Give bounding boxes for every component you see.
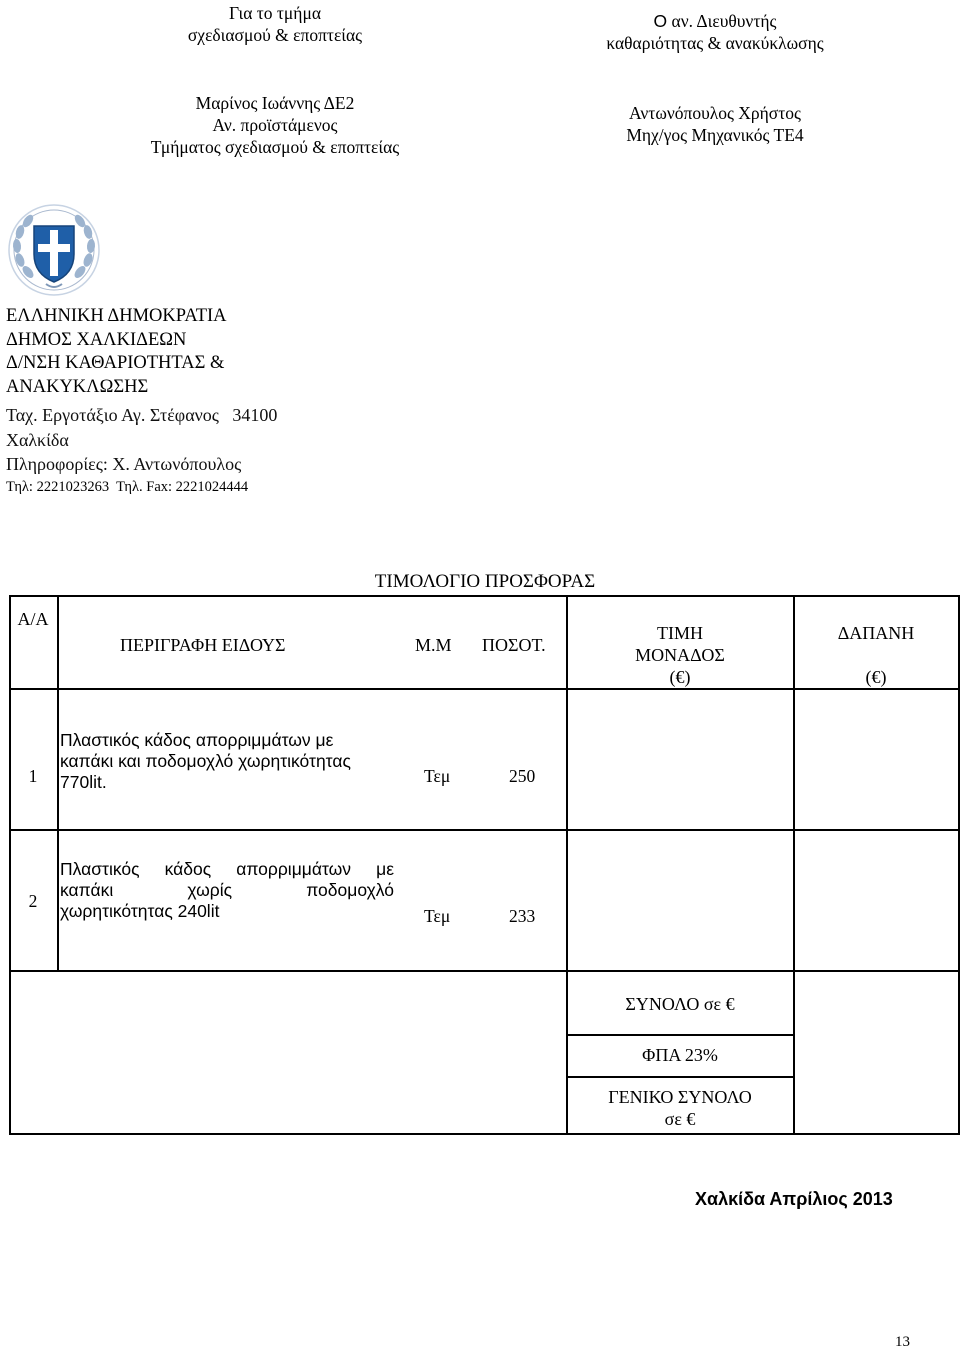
header-unit-price: ΤΙΜΗ ΜΟΝΑΔΟΣ (€) [635,623,725,687]
row-description: Πλαστικός κάδος απορριμμάτων με καπάκι χωρίς ποδομοχλό χωρητικότητας 240lit [60,859,394,921]
header-cost: ΔΑΠΑΝΗ (€) [837,623,915,687]
grand-total-label: ΓΕΝΙΚΟ ΣΥΝΟΛΟ σε € [608,1087,752,1129]
header-unit: Μ.Μ [415,635,452,655]
header-description: ΠΕΡΙΓΡΑΦΗ ΕΙΔΟΥΣ [120,635,286,655]
signature-right-prefix: Ο [653,11,668,31]
signature-right-person: Αντωνόπουλος Χρήστος Μηχ/γος Μηχανικός ΤΕ4 [626,103,804,145]
row-quantity: 250 [509,766,536,786]
address-line: Ταχ. Εργοτάξιο Αγ. Στέφανος 34100 [6,405,278,425]
vat-label: ΦΠΑ 23% [642,1045,718,1065]
row-quantity: 233 [509,906,536,926]
greek-coat-of-arms-icon [6,202,102,298]
city-line: Χαλκίδα [6,429,69,450]
authority-contact [6,403,506,477]
page-number: 13 [895,1334,910,1350]
header-aa: Α/Α [17,609,49,629]
header-quantity: ΠΟΣΟΤ. [482,635,546,655]
row-number: 1 [28,766,38,786]
signature-left-person: Μαρίνος Ιωάννης ΔΕ2 Αν. προϊστάμενος Τμήματος σχεδιασμού & εποπτείας [150,93,400,157]
authority-header: ΕΛΛΗΝΙΚΗ ΔΗΜΟΚΡΑΤΙΑ ΔΗΜΟΣ ΧΑΛΚΙΔΕΩΝ Δ/ΝΣΗ ΚΑΘΑΡΙΟΤΗΤΑΣ & ΑΝΑΚΥΚΛΩΣΗΣ [6,306,227,397]
row-unit: Τεμ [424,766,451,786]
signature-right-dept: Ο αν. Διευθυντής καθαριότητας & ανακύκλωσης [606,11,824,53]
phone-line: Τηλ: 2221023263 Τηλ. Fax: 2221024444 [6,479,249,495]
row-unit: Τεμ [424,906,451,926]
row-description: Πλαστικός κάδος απορριμμάτων με καπάκι και ποδομοχλό χωρητικότητας 770lit. [60,730,351,792]
subtotal-label: ΣΥΝΟΛΟ σε € [625,994,735,1014]
signature-left-dept: Για το τμήμα σχεδιασμού & εποπτείας [187,3,363,45]
document-title: ΤΙΜΟΛΟΓΙΟ ΠΡΟΣΦΟΡΑΣ [374,571,596,592]
info-line: Πληροφορίες: Χ. Αντωνόπουλος [6,454,242,474]
row-number: 2 [28,891,38,911]
date-line: Χαλκίδα Απρίλιος 2013 [695,1189,893,1209]
